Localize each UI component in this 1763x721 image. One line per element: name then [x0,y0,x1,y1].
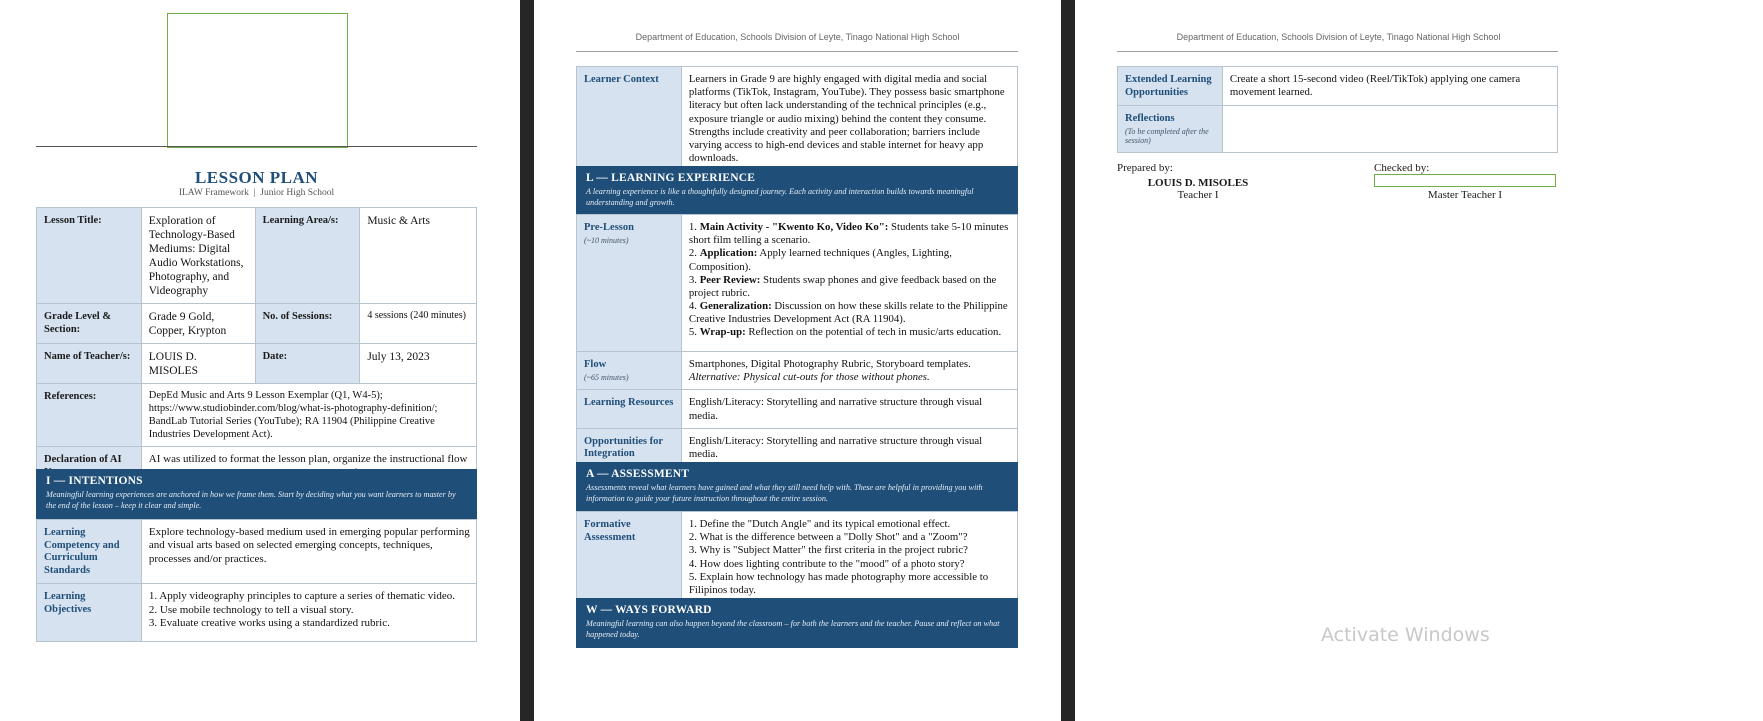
sessions-value: 4 sessions (240 minutes) [360,304,477,344]
page-2-header: Department of Education, Schools Division of Leyte, Tinago National High School [635,32,960,42]
ways-forward-table [1117,66,1558,153]
pre-lesson-item [689,274,1011,300]
learning-area-value: Music & Arts [360,208,477,304]
learner-context-table [576,66,1018,171]
pre-lesson-item [689,221,1011,247]
page-gutter-1 [520,0,534,721]
item-text: Students take 5-10 minutes short film telling a scenario. [688,221,1009,247]
assessment-item: 4. How does lighting contribute to the "mood" of a photo story? [688,557,965,570]
item-number: 2. [688,247,697,260]
item-key: Peer Review: [699,273,761,286]
item-number: 5. [688,326,697,339]
date-value: July 13, 2023 [360,344,477,384]
learner-context-value: Learners in Grade 9 are highly engaged with digital media and social platforms (TikTok, Instagram, YouTube). They possess basic smartphone literacy but often lack understanding of the technical principles (e.g., exposure triangle or audio mixing) behind the content they consume. Strengths include creativity and peer collaboration; barriers include varying access to high-end devices and stable internet for heavy app downloads. [681,67,1017,171]
item-key: Application: [699,247,758,260]
ways-forward-description: Meaningful learning can also happen beyond the classroom – for both the learners and the teacher. Pause and reflect on what happened today. [586,619,1000,640]
pre-lesson-label-text: Pre-Lesson [584,222,634,233]
item-text: Students swap phones and give feedback based on the project rubric. [688,273,997,299]
document-page-3 [1075,0,1563,721]
competency-value: Explore technology-based medium used in emerging popular performing and visual arts based on selected emerging concepts, techniques, processes and/or practices. [141,520,476,584]
pre-lesson-item [689,300,1011,326]
document-page-1 [0,0,520,721]
reflections-label [1118,106,1223,153]
references-value: DepEd Music and Arts 9 Lesson Exemplar (Q1, W4-5); https://www.studiobinder.com/blog/what-is-photography-definition/; BandLab Tutorial Series (YouTube); RA 11904 (Philippine Creative Industries Development Act). [141,384,476,447]
ai-declaration-value: AI was utilized to format the lesson plan, organize the instructional flow [141,447,476,499]
intentions-title: I — INTENTIONS [46,475,143,487]
checked-by-name-field[interactable] [1374,174,1556,187]
reflections-label-text: Reflections [1125,113,1175,125]
assessment-description: Assessments reveal what learners have gained and what they still need help with. These are helpful in providing you with information to guide your future instruction throughout the entire session. [586,483,983,504]
checked-by-role: Master Teacher I [1427,189,1503,201]
page-3-header-rule [1117,51,1558,52]
page-3-header: Department of Education, Schools Division of Leyte, Tinago National High School [1176,32,1501,42]
competency-label: Learning Competency and Curriculum Standards [37,520,142,584]
assessment-section-bar [576,462,1018,511]
integration-value: English/Literacy: Storytelling and narrative structure through visual media. [681,428,1017,467]
pre-lesson-item [689,247,1011,273]
resources-value: English/Literacy: Storytelling and narrative structure through visual media. [681,390,1017,428]
assessment-item: 1. Define the "Dutch Angle" and its typical emotional effect. [688,518,951,530]
reflections-value[interactable] [1222,106,1557,153]
prepared-by-role: Teacher I [1177,189,1219,201]
intentions-section-bar [36,469,477,516]
sessions-label: No. of Sessions: [255,304,360,344]
reflections-note: (To be completed after the session) [1125,126,1209,146]
resources-label: Learning Resources [577,390,682,428]
ways-forward-title: W — WAYS FORWARD [586,604,712,616]
learning-experience-section-bar [576,166,1018,214]
logo-placeholder-box [167,13,348,148]
page-subtitle: ILAW Framework | Junior High School [178,188,335,198]
lesson-title-value: Exploration of Technology-Based Mediums: Digital Audio Workstations, Photography, and Videography [141,208,255,304]
formative-assessment-label: Formative Assessment [577,512,682,603]
grade-level-value: Grade 9 Gold, Copper, Krypton [141,304,255,344]
pre-lesson-time: (~10 minutes) [584,235,629,245]
assessment-title: A — ASSESSMENT [586,468,690,480]
extended-learning-value: Create a short 15-second video (Reel/TikTok) applying one camera movement learned. [1222,67,1557,106]
lesson-title-label: Lesson Title: [37,208,142,304]
page-2-header-rule [576,51,1018,52]
formative-assessment-value [681,512,1017,603]
teacher-name-label: Name of Teacher/s: [37,344,142,384]
teacher-name-value: LOUIS D. MISOLES [141,344,255,384]
objectives-value [141,584,476,642]
objective-item: 2. Use mobile technology to tell a visual story. [148,603,354,616]
page-title: LESSON PLAN [194,168,319,187]
assessment-item: 2. What is the difference between a "Dolly Shot" and a "Zoom"? [688,531,968,544]
ways-forward-section-bar [576,598,1018,648]
learning-experience-title: L — LEARNING EXPERIENCE [586,172,756,184]
prepared-by-label: Prepared by: [1117,162,1173,174]
flow-time: (~65 minutes) [584,372,629,382]
objectives-label: Learning Objectives [37,584,142,642]
ai-declaration-label: Declaration of AI [37,447,142,499]
lesson-info-table [36,207,477,500]
objective-item: 3. Evaluate creative works using a standardized rubric. [148,617,390,630]
intentions-table [36,519,477,642]
item-key: Wrap-up: [699,326,746,339]
flow-text: Smartphones, Digital Photography Rubric, Storyboard templates. [688,358,971,370]
learning-experience-table [576,214,1018,468]
assessment-table [576,511,1018,603]
item-key: Main Activity - "Kwento Ko, Video Ko": [699,221,889,233]
flow-label-text: Flow [584,359,607,370]
document-page-2 [534,0,1061,721]
item-number: 1. [688,221,697,233]
page-gutter-2 [1061,0,1075,721]
flow-value [681,352,1017,390]
header-rule [36,146,477,147]
item-number: 3. [688,273,697,286]
grade-level-label: Grade Level & Section: [37,304,142,344]
pre-lesson-value [681,215,1017,352]
objective-item: 1. Apply videography principles to capture a series of thematic video. [148,590,455,603]
activate-windows-watermark: Activate Windows [1321,624,1490,646]
references-label: References: [37,384,142,447]
prepared-by-name: LOUIS D. MISOLES [1147,177,1249,189]
flow-label [577,352,682,390]
pre-lesson-label [577,215,682,352]
item-text: Discussion on how these skills relate to the Philippine Creative Industries Development Act (RA 11904). [688,300,1008,326]
integration-label: Opportunities for Integration [577,428,682,467]
assessment-item: 3. Why is "Subject Matter" the first criteria in the project rubric? [688,544,968,557]
item-text: Apply learned techniques (Angles, Lighting, Composition). [688,247,952,273]
date-label: Date: [255,344,360,384]
extended-learning-label: Extended Learning Opportunities [1118,67,1223,106]
assessment-item: 5. Explain how technology has made photography more accessible to Filipinos today. [688,570,989,596]
checked-by-label: Checked by: [1374,162,1430,174]
pre-lesson-item [689,326,1011,339]
intentions-description: Meaningful learning experiences are anchored in how we frame them. Start by deciding what you want learners to master by the end of the lesson – keep it clear and simple. [46,490,456,511]
item-number: 4. [688,300,697,313]
learning-experience-description: A learning experience is like a thoughtfully designed journey. Each activity and interaction builds towards meaningful understanding and growth. [586,187,974,208]
learning-area-label: Learning Area/s: [255,208,360,304]
item-text: Reflection on the potential of tech in music/arts education. [745,326,1002,339]
flow-alternative: Alternative: Physical cut-outs for those without phones. [688,371,930,384]
learner-context-label: Learner Context [577,67,682,171]
item-key: Generalization: [699,300,772,313]
